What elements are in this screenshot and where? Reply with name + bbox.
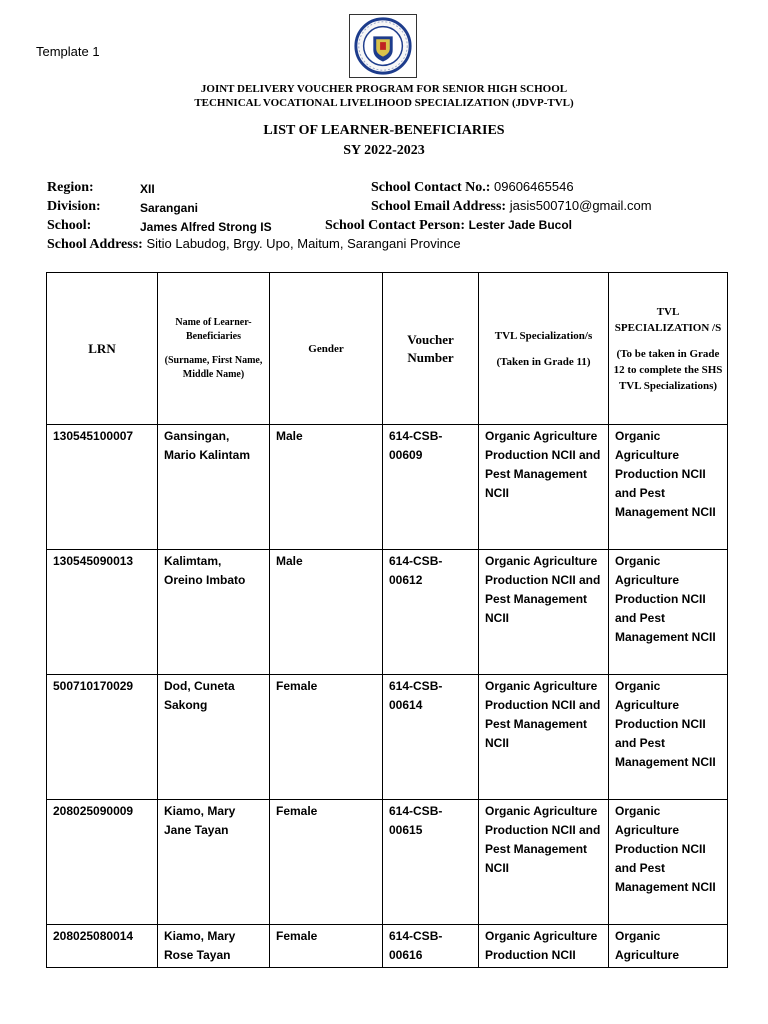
template-label: Template 1 <box>36 44 100 59</box>
header-tvl-grade11-line2: (Taken in Grade 11) <box>496 355 591 368</box>
header-tvl-grade11-line1: TVL Specialization/s <box>494 329 593 342</box>
table-header-row <box>47 273 728 425</box>
cell-voucher: 614-CSB-00615 <box>383 800 479 925</box>
header-lrn: LRN <box>47 273 158 425</box>
contact-person-label: School Contact Person: <box>325 218 465 233</box>
cell-voucher: 614-CSB-00609 <box>383 425 479 550</box>
header-tvl-grade12-line2: (To be taken in Grade 12 to complete the SHS TVL Specializations) <box>613 347 723 392</box>
table-row <box>47 925 728 968</box>
header-name <box>158 273 270 425</box>
region-value: XII <box>140 182 155 196</box>
contact-no-value: 09606465546 <box>494 179 574 194</box>
cell-voucher: 614-CSB-00612 <box>383 550 479 675</box>
school-year: SY 2022-2023 <box>343 143 425 158</box>
table-row <box>47 425 728 550</box>
header-name-line1: Name of Learner-Beneficiaries <box>175 316 252 342</box>
list-title-text: LIST OF LEARNER-BENEFICIARIES <box>263 123 505 138</box>
cell-tvl-grade11: Organic Agriculture Production NCII <box>479 925 609 968</box>
school-row <box>47 217 91 234</box>
contact-no-label: School Contact No.: <box>371 180 491 195</box>
region-label: Region: <box>47 180 94 195</box>
cell-lrn: 130545090013 <box>47 550 158 675</box>
address-label: School Address: <box>47 237 143 252</box>
cell-tvl-grade12: Organic Agriculture Production NCII and Pest Management NCII <box>609 675 728 800</box>
cell-voucher: 614-CSB-00614 <box>383 675 479 800</box>
cell-tvl-grade11: Organic Agriculture Production NCII and Pest Management NCII <box>479 550 609 675</box>
table-row <box>47 550 728 675</box>
deped-seal-icon <box>350 15 416 77</box>
header-tvl-grade12-line1: TVL SPECIALIZATION /S <box>614 305 722 334</box>
header-voucher: Voucher Number <box>383 273 479 425</box>
header-tvl-grade11 <box>479 273 609 425</box>
region-value-wrap <box>140 181 155 196</box>
school-value: James Alfred Strong IS <box>140 220 272 234</box>
cell-tvl-grade11: Organic Agriculture Production NCII and Pest Management NCII <box>479 800 609 925</box>
division-value-wrap <box>140 200 198 215</box>
cell-tvl-grade12: Organic Agriculture Production NCII and Pest Management NCII <box>609 800 728 925</box>
division-label: Division: <box>47 199 101 214</box>
beneficiaries-table <box>46 272 728 968</box>
cell-tvl-grade11: Organic Agriculture Production NCII and Pest Management NCII <box>479 675 609 800</box>
cell-name: Gansingan, Mario Kalintam <box>158 425 270 550</box>
contact-person-value: Lester Jade Bucol <box>468 218 572 232</box>
contact-person-row <box>325 217 572 234</box>
cell-name: Kiamo, Mary Rose Tayan <box>158 925 270 968</box>
address-value: Sitio Labudog, Brgy. Upo, Maitum, Sarangani Province <box>146 236 461 251</box>
email-label: School Email Address: <box>371 199 507 214</box>
email-value: jasis500710@gmail.com <box>509 198 652 213</box>
cell-gender: Female <box>270 675 383 800</box>
division-value: Sarangani <box>140 201 199 215</box>
school-label: School: <box>47 218 92 233</box>
division-row <box>47 198 101 215</box>
cell-tvl-grade12: Organic Agriculture Production NCII and Pest Management NCII <box>609 550 728 675</box>
list-title <box>0 121 768 161</box>
program-title-line2: TECHNICAL VOCATIONAL LIVELIHOOD SPECIALIZATION (JDVP-TVL) <box>194 97 574 109</box>
cell-gender: Male <box>270 425 383 550</box>
header-name-line2: (Surname, First Name, Middle Name) <box>164 354 263 380</box>
contact-no-row <box>371 179 574 196</box>
program-title <box>0 82 768 110</box>
address-row <box>47 236 461 253</box>
table-row <box>47 800 728 925</box>
cell-lrn: 208025080014 <box>47 925 158 968</box>
program-title-line1: JOINT DELIVERY VOUCHER PROGRAM FOR SENIOR HIGH SCHOOL <box>200 83 568 95</box>
region-row <box>47 179 94 196</box>
email-row <box>371 198 652 215</box>
cell-name: Kalimtam, Oreino Imbato <box>158 550 270 675</box>
school-value-wrap <box>140 219 272 234</box>
header-gender: Gender <box>270 273 383 425</box>
cell-name: Kiamo, Mary Jane Tayan <box>158 800 270 925</box>
header-tvl-grade12 <box>609 273 728 425</box>
cell-gender: Female <box>270 800 383 925</box>
cell-name: Dod, Cuneta Sakong <box>158 675 270 800</box>
cell-tvl-grade11: Organic Agriculture Production NCII and Pest Management NCII <box>479 425 609 550</box>
cell-lrn: 500710170029 <box>47 675 158 800</box>
table-row <box>47 675 728 800</box>
cell-gender: Female <box>270 925 383 968</box>
cell-tvl-grade12: Organic Agriculture Production NCII and Pest Management NCII <box>609 425 728 550</box>
cell-lrn: 208025090009 <box>47 800 158 925</box>
cell-voucher: 614-CSB-00616 <box>383 925 479 968</box>
cell-lrn: 130545100007 <box>47 425 158 550</box>
cell-tvl-grade12: Organic Agriculture <box>609 925 728 968</box>
deped-seal-logo <box>349 14 417 78</box>
cell-gender: Male <box>270 550 383 675</box>
